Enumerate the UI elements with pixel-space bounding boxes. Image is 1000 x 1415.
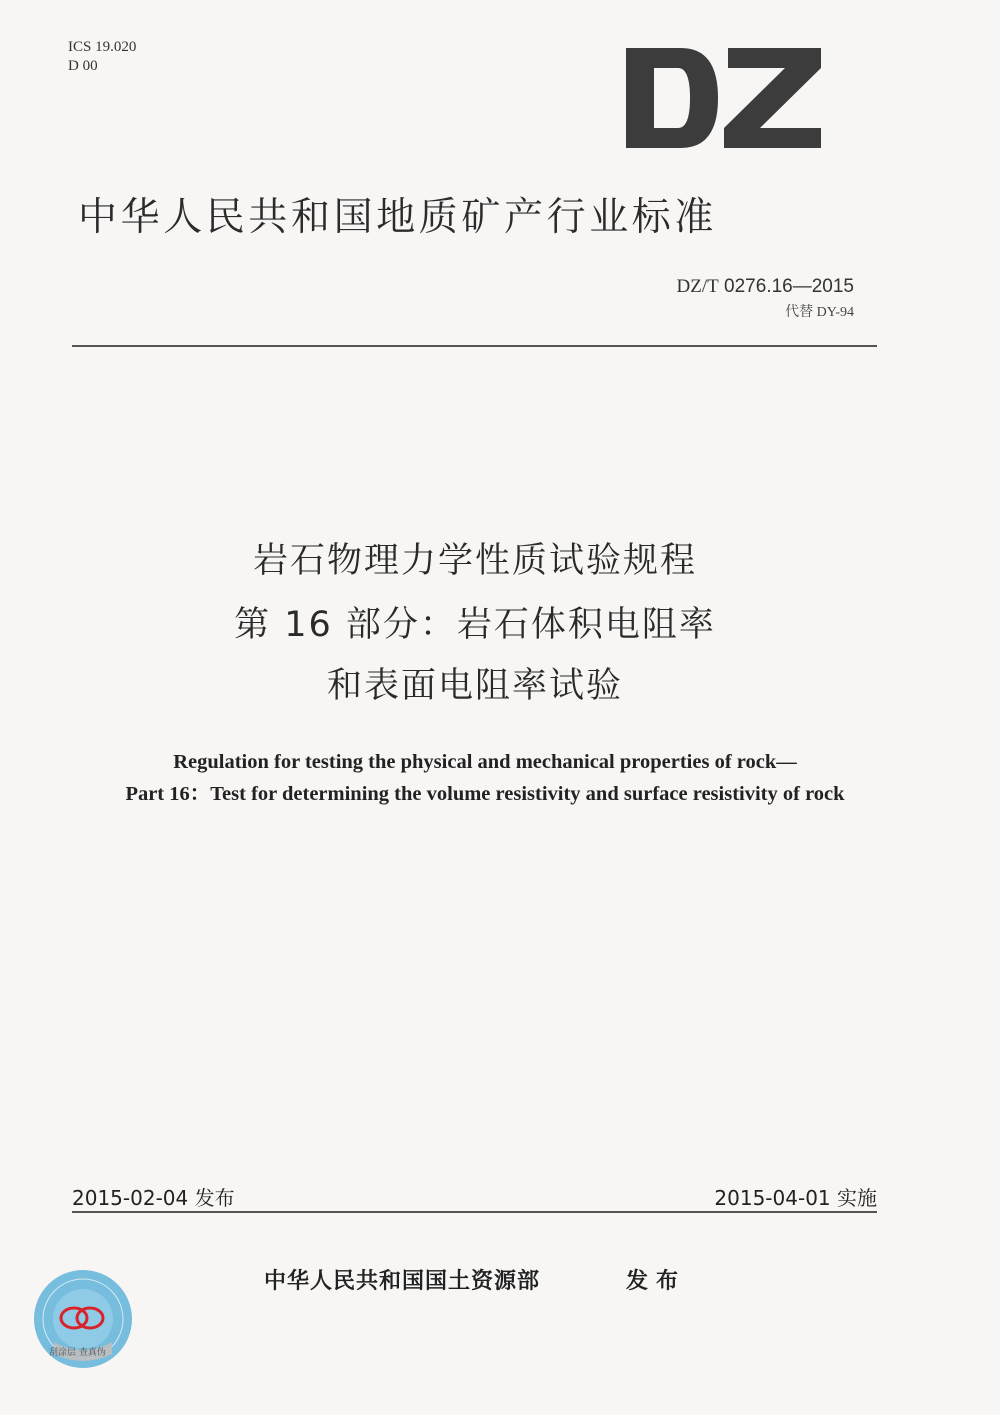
standard-number-prefix: DZ/T: [676, 276, 719, 297]
seal-caption: 刮涂层 查真伪: [49, 1348, 106, 1358]
standard-number-value: 0276.16—2015: [724, 276, 854, 297]
cn-title-line-2: 第 16 部分：岩石体积电阻率: [234, 605, 716, 645]
bottom-divider: [72, 1211, 877, 1213]
en-title-line-1: Regulation for testing the physical and mechanical properties of rock—: [173, 751, 797, 773]
publisher-name: 中华人民共和国国土资源部: [264, 1269, 541, 1294]
publish-label: 发布: [626, 1269, 687, 1294]
top-divider: [72, 345, 877, 347]
implementation-date: 2015-04-01 实施: [714, 1186, 877, 1210]
cn-title-line-1: 岩石物理力学性质试验规程: [252, 541, 697, 581]
standard-number: [677, 276, 854, 298]
classification-codes: [68, 38, 136, 76]
ics-code: ICS 19.020: [68, 39, 137, 55]
standard-category-title: 中华人民共和国地质矿产行业标准: [78, 195, 718, 240]
dz-logo: [626, 48, 821, 148]
category-code: D 00: [68, 58, 98, 74]
cn-title-line-3: 和表面电阻率试验: [326, 666, 623, 706]
replaces-note: 代替 DY-94: [785, 305, 854, 320]
en-title-line-2: Part 16：Test for determining the volume resistivity and surface resistivity of rock: [125, 783, 845, 805]
issue-date: 2015-02-04 发布: [72, 1186, 235, 1210]
